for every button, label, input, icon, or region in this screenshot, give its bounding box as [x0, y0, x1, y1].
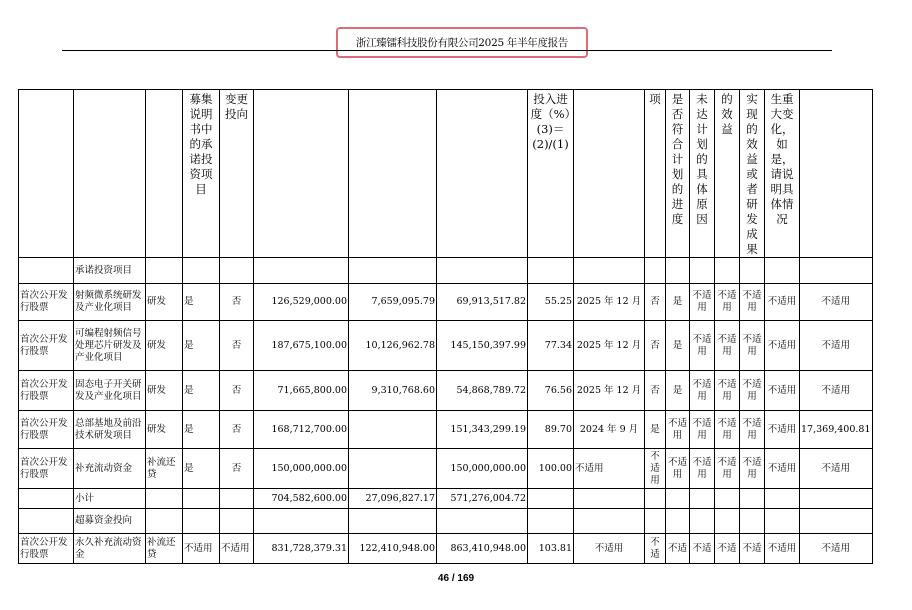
cell-source: 首次公开发行股票 [19, 321, 74, 371]
cell-c10: 否 [645, 371, 666, 411]
table-row [19, 371, 873, 411]
cell-current [349, 411, 437, 449]
cell-c12: 不适用 [690, 411, 715, 449]
cell-c14: 不适用 [740, 284, 765, 321]
cell-c10: 否 [645, 284, 666, 321]
cell-c12: 不适用 [690, 371, 715, 411]
cell-c13: 不适用 [715, 284, 740, 321]
cell-progress: 103.81 [528, 534, 574, 564]
header-reason: 未达计划的具体原因 [690, 90, 715, 258]
header-progress: 投入进度（%）(3)＝(2)/(1) [528, 90, 574, 258]
cell-type: 研发 [146, 411, 183, 449]
header-title-text: 浙江臻镭科技股份有限公司2025 年半年度报告 [355, 37, 569, 49]
cell-changed: 否 [220, 371, 254, 411]
cell-current: 10,126,962.78 [349, 321, 437, 371]
cell-c14: 不适用 [740, 321, 765, 371]
cell-c14: 不适用 [740, 449, 765, 489]
cell-progress: 55.25 [528, 284, 574, 321]
subtotal-label: 小计 [74, 489, 146, 509]
cell-c15: 不适用 [765, 534, 800, 564]
subtotal-current: 27,096,827.17 [349, 489, 437, 509]
cell-c12: 不适用 [690, 321, 715, 371]
section-label: 超募资金投向 [74, 509, 146, 534]
cell-project: 固态电子开关研发及产业化项目 [74, 371, 146, 411]
cell-project: 补充流动资金 [74, 449, 146, 489]
cell-cumulative: 69,913,517.82 [437, 284, 528, 321]
cell-c10: 否 [645, 321, 666, 371]
cell-source: 首次公开发行股票 [19, 284, 74, 321]
cell-progress: 77.34 [528, 321, 574, 371]
header-cell [74, 90, 146, 258]
cell-c15: 不适用 [765, 371, 800, 411]
cell-c13: 不适用 [715, 321, 740, 371]
cell-c13: 不适 [715, 534, 740, 564]
table-header-row [19, 90, 873, 258]
table-row [19, 284, 873, 321]
section-label: 承诺投资项目 [74, 258, 146, 284]
cell-c14: 不适 [740, 534, 765, 564]
cell-date: 2025 年 12 月 [574, 284, 645, 321]
cell-c14: 不适用 [740, 371, 765, 411]
subtotal-cumulative: 571,276,004.72 [437, 489, 528, 509]
cell-c11: 不适用 [666, 411, 690, 449]
header-cell [574, 90, 645, 258]
cell-c10: 不适 [645, 534, 666, 564]
cell-c16: 不适用 [800, 371, 873, 411]
header-on-plan: 是否符合计划的进度 [666, 90, 690, 258]
document-header-title [336, 27, 588, 58]
table-row [19, 534, 873, 564]
cell-c11: 是 [666, 371, 690, 411]
cell-date: 不适用 [574, 449, 645, 489]
cell-c16: 不适用 [800, 449, 873, 489]
cell-type: 补流还贷 [146, 534, 183, 564]
cell-c14: 不适用 [740, 411, 765, 449]
cell-c11: 是 [666, 284, 690, 321]
cell-changed: 否 [220, 449, 254, 489]
cell-c10: 是 [645, 411, 666, 449]
header-cell [254, 90, 349, 258]
header-cell [349, 90, 437, 258]
cell-changed: 不适用 [220, 534, 254, 564]
cell-date: 2025 年 12 月 [574, 321, 645, 371]
cell-current: 122,410,948.00 [349, 534, 437, 564]
cell-c16: 不适用 [800, 321, 873, 371]
cell-c16: 17,369,400.81 [800, 411, 873, 449]
subtotal-total: 704,582,600.00 [254, 489, 349, 509]
cell-c12: 不适用 [690, 449, 715, 489]
header-change-direction: 变更投向 [220, 90, 254, 258]
cell-date: 不适用 [574, 534, 645, 564]
cell-total: 71,665,800.00 [254, 371, 349, 411]
cell-cumulative: 150,000,000.00 [437, 449, 528, 489]
cell-c11: 不适 [666, 534, 690, 564]
header-cell [19, 90, 74, 258]
header-committed-project: 募集说明书中的承诺投资项目 [183, 90, 220, 258]
cell-total: 150,000,000.00 [254, 449, 349, 489]
cell-c13: 不适用 [715, 371, 740, 411]
cell-c12: 不适 [690, 534, 715, 564]
cell-changed: 否 [220, 411, 254, 449]
cell-total: 187,675,100.00 [254, 321, 349, 371]
cell-promised: 是 [183, 411, 220, 449]
cell-progress: 76.56 [528, 371, 574, 411]
header-realized-benefit: 实现的效益或者研发成果 [740, 90, 765, 258]
cell-c10: 不适用 [645, 449, 666, 489]
table-row [19, 321, 873, 371]
cell-c12: 不适用 [690, 284, 715, 321]
cell-type: 补流还贷 [146, 449, 183, 489]
header-rule [62, 50, 832, 51]
section-row-committed [19, 258, 873, 284]
cell-c13: 不适用 [715, 411, 740, 449]
cell-type: 研发 [146, 284, 183, 321]
cell-promised: 是 [183, 371, 220, 411]
cell-cumulative: 145,150,397.99 [437, 321, 528, 371]
header-cell [437, 90, 528, 258]
header-cell [146, 90, 183, 258]
cell-changed: 否 [220, 284, 254, 321]
cell-project: 总部基地及前沿技术研发项目 [74, 411, 146, 449]
cell-c16: 不适用 [800, 534, 873, 564]
cell-c15: 不适用 [765, 449, 800, 489]
cell-date: 2025 年 12 月 [574, 371, 645, 411]
cell-cumulative: 863,410,948.00 [437, 534, 528, 564]
cell-c15: 不适用 [765, 321, 800, 371]
page-number: 46 / 169 [437, 573, 475, 584]
cell-c13: 不适用 [715, 449, 740, 489]
cell-source: 首次公开发行股票 [19, 449, 74, 489]
cell-changed: 否 [220, 321, 254, 371]
table-row [19, 411, 873, 449]
cell-progress: 89.70 [528, 411, 574, 449]
cell-cumulative: 54,868,789.72 [437, 371, 528, 411]
cell-promised: 是 [183, 321, 220, 371]
cell-type: 研发 [146, 371, 183, 411]
header-benefit: 的效益 [715, 90, 740, 258]
cell-current: 9,310,768.60 [349, 371, 437, 411]
fund-usage-table [18, 89, 873, 564]
section-row-overraised [19, 509, 873, 534]
subtotal-row [19, 489, 873, 509]
cell-total: 831,728,379.31 [254, 534, 349, 564]
cell-current [349, 449, 437, 489]
cell-c11: 是 [666, 321, 690, 371]
cell-project: 射频微系统研发及产业化项目 [74, 284, 146, 321]
cell-promised: 是 [183, 284, 220, 321]
cell-total: 168,712,700.00 [254, 411, 349, 449]
cell-c16: 不适用 [800, 284, 873, 321]
cell-current: 7,659,095.79 [349, 284, 437, 321]
cell-source: 首次公开发行股票 [19, 534, 74, 564]
cell-source: 首次公开发行股票 [19, 411, 74, 449]
cell-c15: 不适用 [765, 284, 800, 321]
cell-c11: 不适用 [666, 449, 690, 489]
header-major-change: 生重大变化，如是，请说明具体情况 [765, 90, 800, 258]
cell-project: 永久补充流动资金 [74, 534, 146, 564]
table-row [19, 449, 873, 489]
cell-project: 可编程射频信号处理芯片研发及产业化项目 [74, 321, 146, 371]
cell-source: 首次公开发行股票 [19, 371, 74, 411]
cell-progress: 100.00 [528, 449, 574, 489]
cell-type: 研发 [146, 321, 183, 371]
cell-cumulative: 151,343,299.19 [437, 411, 528, 449]
cell-promised: 是 [183, 449, 220, 489]
cell-c15: 不适用 [765, 411, 800, 449]
header-cell [800, 90, 873, 258]
header-item: 项 [645, 90, 666, 258]
cell-promised: 不适用 [183, 534, 220, 564]
cell-date: 2024 年 9 月 [574, 411, 645, 449]
cell-total: 126,529,000.00 [254, 284, 349, 321]
